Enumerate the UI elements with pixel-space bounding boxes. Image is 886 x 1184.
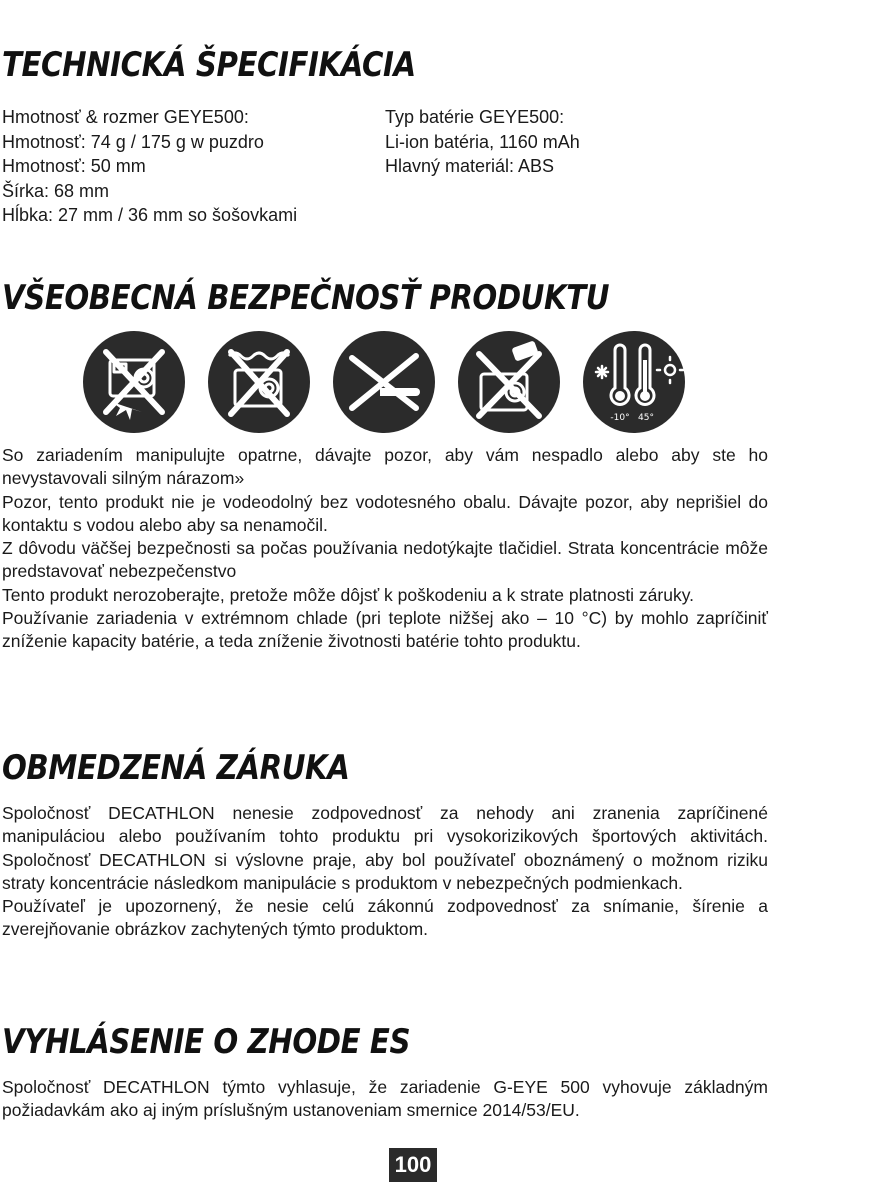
paragraph: Používanie zariadenia v extrémnom chlade (pri teplote nižšej ako – 10 °C) by mohlo zapríčiniť zníženie kapacity batérie, a teda zníženie životnosti batérie tohto produktu. [2, 608, 768, 652]
warranty-text [2, 802, 768, 942]
section-title-safety: VŠEOBECNÁ BEZPEČNOSŤ PRODUKTU [2, 278, 610, 318]
paragraph: Z dôvodu väčšej bezpečnosti sa počas používania nedotýkajte tlačidiel. Strata koncentrácie môže predstavovať nebezpečenstvo [2, 538, 768, 582]
spec-line: Hmotnosť: 50 mm [2, 156, 146, 176]
no-drop-impact-icon [82, 330, 186, 434]
section-title-tech: TECHNICKÁ ŠPECIFIKÁCIA [2, 45, 416, 85]
paragraph: Pozor, tento produkt nie je vodeodolný bez vodotesného obalu. Dávajte pozor, aby neprišiel do kontaktu s vodou alebo aby sa nenamočil. [2, 491, 768, 535]
paragraph: Tento produkt nerozoberajte, pretože môže dôjsť k poškodeniu a k strate platnosti záruky. [2, 584, 695, 605]
spec-line: Šírka: 68 mm [2, 180, 110, 201]
paragraph: Spoločnosť DECATHLON týmto vyhlasuje, že zariadenie G-EYE 500 vyhovuje základným požiadavkám ako aj iným príslušným ustanoveniam smernice 2014/53/EU. [2, 1077, 768, 1121]
spec-line: Hmotnosť & rozmer GEYE500: [2, 107, 249, 127]
section-title-warranty: OBMEDZENÁ ZÁRUKA [2, 748, 350, 788]
spec-column-left [2, 105, 297, 228]
hot-limit-label: 45° [638, 413, 654, 423]
no-water-icon [207, 330, 311, 434]
section-title-conformity: VYHLÁSENIE O ZHODE ES [2, 1022, 411, 1062]
temperature-range-icon [582, 330, 686, 434]
spec-line: Typ batérie GEYE500: [385, 107, 565, 127]
paragraph: So zariadením manipulujte opatrne, dávajte pozor, aby vám nespadlo alebo aby ste ho nevystavovali silným nárazom» [2, 445, 768, 489]
no-helmet-mount-icon [457, 330, 561, 434]
paragraph: Spoločnosť DECATHLON nenesie zodpovednosť za nehody ani zranenia zapríčinené manipuláciou alebo používaním tohto produktu pri vysokorizikových športových aktivitách. Spoločnosť DECATHLON si výslovne praje, aby bol používateľ oboznámený o možnom riziku straty koncentrácie následkom manipulácie s produktom v nebezpečných podmienkach. [2, 803, 768, 893]
conformity-text [2, 1076, 768, 1123]
page-number: 100 [389, 1148, 437, 1182]
spec-line: Hlavný materiál: ABS [385, 156, 555, 176]
safety-icons-row [82, 330, 692, 434]
safety-text [2, 444, 768, 654]
no-disassembly-icon [332, 330, 436, 434]
paragraph: Používateľ je upozornený, že nesie celú zákonnú zodpovednosť za snímanie, šírenie a zverejňovanie obrázkov zachytených týmto produktom. [2, 896, 768, 940]
spec-column-right [385, 105, 580, 179]
spec-line: Li-ion batéria, 1160 mAh [385, 131, 580, 152]
spec-line: Hĺbka: 27 mm / 36 mm so šošovkami [2, 205, 298, 225]
spec-line: Hmotnosť: 74 g / 175 g w puzdro [2, 131, 264, 152]
cold-limit-label: -10° [610, 413, 630, 423]
